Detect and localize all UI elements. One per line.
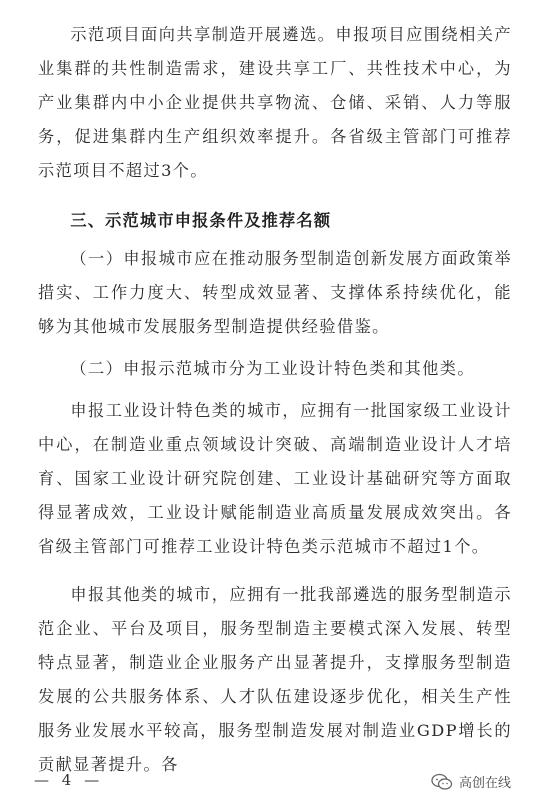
paragraph-shared-manufacturing: 示范项目面向共享制造开展遴选。申报项目应围绕相关产业集群的共性制造需求，建设共享工厂、共性技术中心，为产业集群内中小企业提供共享物流、仓储、采销、人力等服务，促进集群内生产组织效率提升。各省级主管部门可推荐示范项目不超过3个。	[38, 25, 512, 180]
paragraph-city-condition-1: （一）申报城市应在推动服务型制造创新发展方面政策举措实、工作力度大、转型成效显著、支撑体系持续优化，能够为其他城市发展服务型制造提供经验借鉴。	[38, 249, 512, 336]
watermark-text: 高创在线	[458, 776, 511, 791]
paragraph-city-condition-2: （二）申报示范城市分为工业设计特色类和其他类。	[70, 359, 475, 378]
paragraph-industrial-design-city: 申报工业设计特色类的城市，应拥有一批国家级工业设计中心，在制造业重点领域设计突破、高端制造业设计人才培育、国家工业设计研究院创建、工业设计基础研究等方面取得显著成效，工业设计赋能制造业高质量发展成效突出。各省级主管部门可推荐工业设计特色类示范城市不超过1个。	[38, 401, 512, 556]
section-heading-3: 三、示范城市申报条件及推荐名额	[70, 211, 332, 230]
wechat-icon	[431, 773, 453, 791]
page-number: — 4 —	[34, 771, 104, 789]
paragraph-other-city: 申报其他类的城市，应拥有一批我部遴选的服务型制造示范企业、平台及项目，服务型制造主要模式深入发展、转型特点显著，制造业企业服务产出显著提升，支撑服务型制造发展的公共服务体系、人才队伍建设逐步优化，相关生产性服务业发展水平较高，服务型制造发展对制造业GDP增长的贡献显著提升。各	[38, 585, 512, 774]
wechat-watermark	[427, 770, 515, 793]
